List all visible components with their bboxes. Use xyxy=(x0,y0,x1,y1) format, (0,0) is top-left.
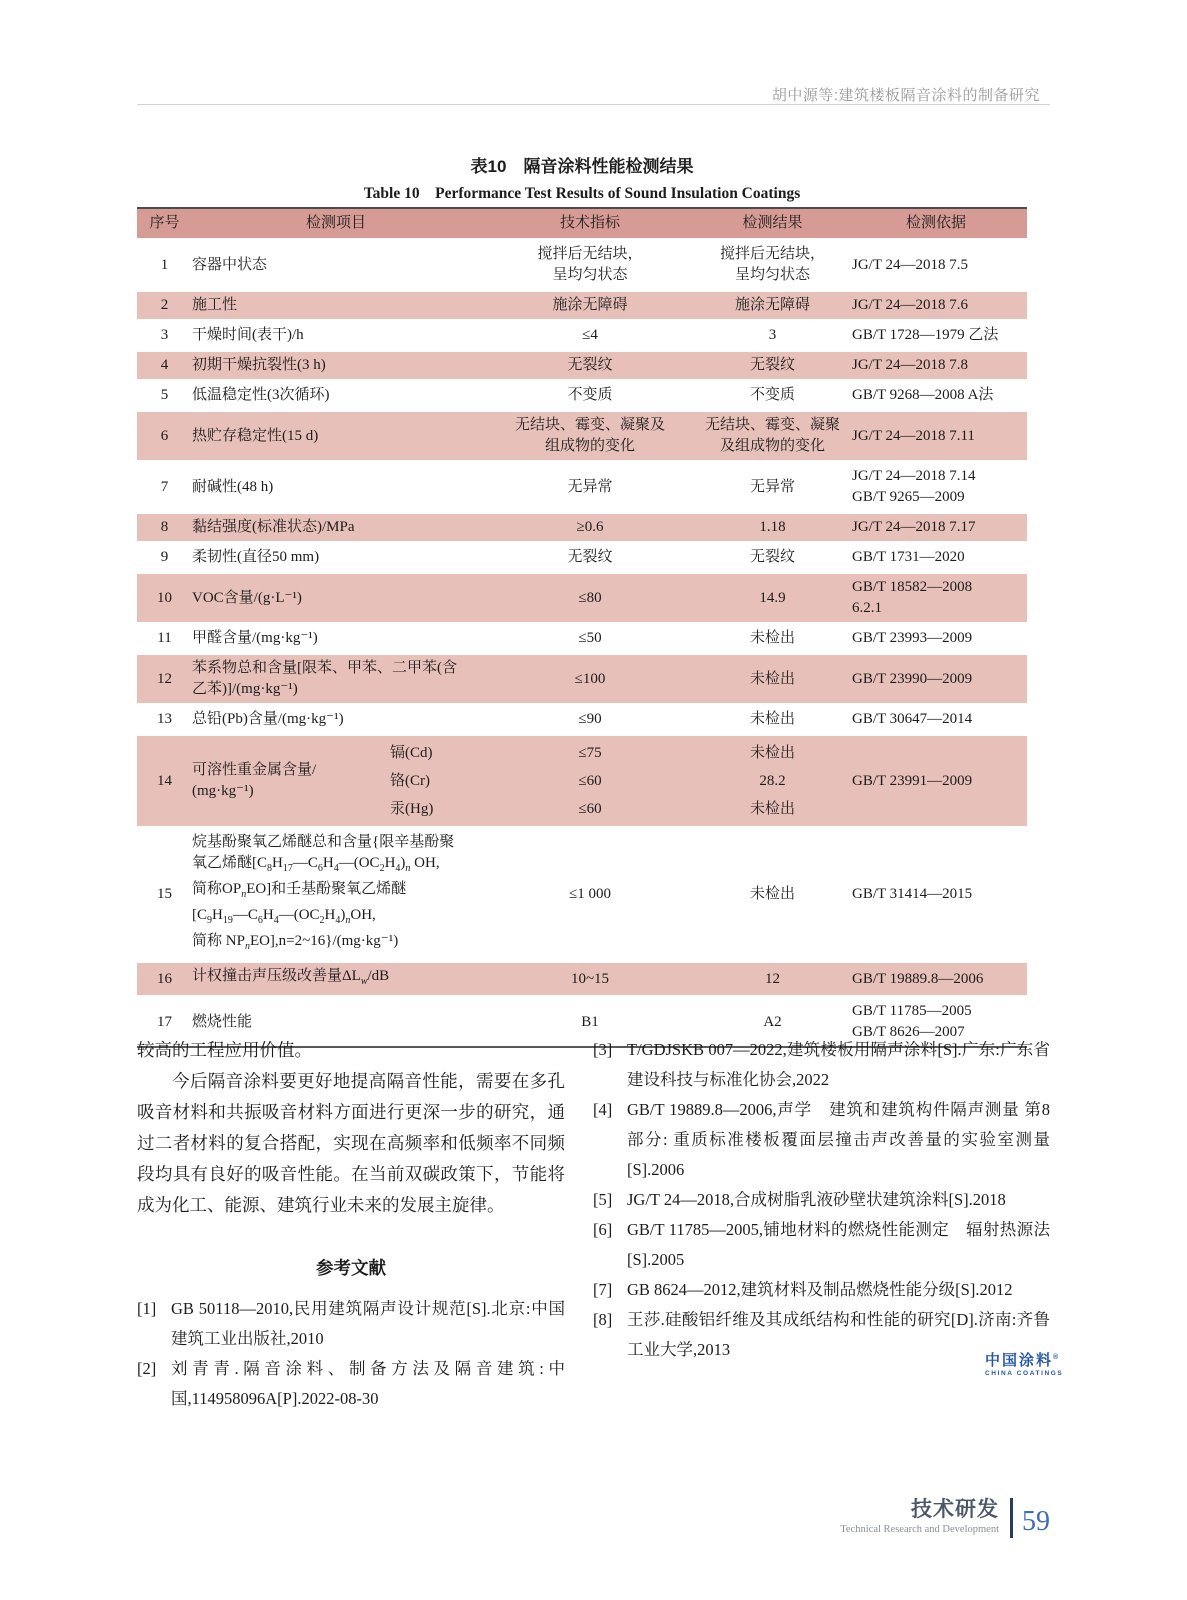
table-cell: GB/T 9268—2008 A法 xyxy=(852,387,994,403)
table-cell: 烷基酚聚氧乙烯醚总和含量{限辛基酚聚 氧乙烯醚[$C_8H_{17}—C_6H_4—(OC_2H_4)_n$ OH, 简称$OP_nEO$]和壬基酚聚氧乙烯醚 [$C_9H_{19}—C_6H_4—(OC_2H_4)_nOH$, 简称 $NP_nEO],n=2\sim 16\}/(mg\cdot kg^{-1})$ xyxy=(192,834,455,952)
table-cell: 柔韧性(直径50 mm) xyxy=(192,549,320,565)
table-cell: 热贮存稳定性(15 d) xyxy=(192,427,319,444)
table-cell: 可溶性重金属含量/ (mg·kg⁻¹) xyxy=(192,762,317,799)
table-cell: 7 xyxy=(160,478,169,495)
reference-label: [6] xyxy=(593,1220,613,1239)
table-cell: 计权撞击声压级改善量$\Delta L_w/dB$ xyxy=(192,968,390,987)
table-cell: 12 xyxy=(157,670,172,687)
table-cell: GB/T 23990—2009 xyxy=(852,670,973,687)
table-cell: ≤90 xyxy=(578,711,602,727)
reference-text: GB/T 19889.8—2006,声学 建筑和建筑构件隔声测量 第8部分: 重质标准楼板覆面层撞击声改善量的实验室测量[S].2006 xyxy=(627,1100,1050,1179)
table-row xyxy=(137,703,1027,733)
table-row xyxy=(137,319,1027,349)
table-cell: JG/T 24—2018 7.14 GB/T 9265—2009 xyxy=(852,468,976,505)
table-cell: 镉(Cd) 铬(Cr) 汞(Hg) xyxy=(390,744,434,817)
table-cell: GB/T 31414—2015 xyxy=(852,886,973,902)
table-cell: 搅拌后无结块， 呈均匀状态 xyxy=(537,246,643,283)
footer-divider-bar xyxy=(1010,1498,1013,1538)
table-cell: GB/T 30647—2014 xyxy=(852,711,973,727)
table-row xyxy=(137,826,1027,960)
table-cell: 16 xyxy=(157,970,172,987)
china-coatings-logo xyxy=(985,1350,1063,1378)
reference-item xyxy=(593,1185,1050,1215)
table-cell: ≤4 xyxy=(582,327,598,343)
table-cell: GB/T 1731—2020 xyxy=(852,549,965,565)
column-header: 检测结果 xyxy=(742,215,803,231)
table-cell: 无异常 xyxy=(567,478,613,495)
table-cell: JG/T 24—2018 7.11 xyxy=(852,427,975,444)
table-row xyxy=(137,541,1027,571)
reference-text: JG/T 24—2018,合成树脂乳液砂壁状建筑涂料[S].2018 xyxy=(627,1190,1006,1209)
column-header: 序号 xyxy=(149,215,180,231)
table-cell: 3 xyxy=(768,327,777,343)
table-cell: 15 xyxy=(157,886,172,902)
table-cell: GB/T 1728—1979 乙法 xyxy=(852,327,999,343)
table-cell: 低温稳定性(3次循环) xyxy=(192,387,330,403)
table-cell: 未检出 xyxy=(749,630,795,646)
header-divider xyxy=(137,104,1050,105)
footer-section-subtitle: Technical Research and Development xyxy=(840,1524,999,1535)
running-title: 胡中源等:建筑楼板隔音涂料的制备研究 xyxy=(771,87,1040,104)
table-cell: 4 xyxy=(160,357,169,373)
reference-text: 刘青青.隔音涂料、制备方法及隔音建筑:中国,114958096A[P].2022-08-30 xyxy=(171,1359,565,1408)
table-row xyxy=(137,960,1027,995)
registered-mark: ® xyxy=(1053,1354,1059,1361)
table-cell: 5 xyxy=(160,387,169,403)
left-column xyxy=(137,1035,565,1414)
table-cell: B1 xyxy=(581,1013,599,1030)
table-cell: 3 xyxy=(160,327,169,343)
table-cell: 初期干燥抗裂性(3 h) xyxy=(192,357,326,373)
references-heading: 参考文献 xyxy=(316,1258,386,1278)
table-cell: 14.9 xyxy=(759,589,786,606)
reference-text: GB 8624—2012,建筑材料及制品燃烧性能分级[S].2012 xyxy=(627,1280,1013,1299)
table-row xyxy=(137,379,1027,409)
column-header: 检测依据 xyxy=(905,215,966,231)
table-cell: 施工性 xyxy=(192,297,238,313)
table-title-cn: 表10 隔音涂料性能检测结果 xyxy=(470,157,694,176)
reference-label: [5] xyxy=(593,1190,613,1209)
table-row xyxy=(137,238,1027,289)
table-cell: 2 xyxy=(160,297,169,313)
table-cell: 甲醛含量/(mg·kg⁻¹) xyxy=(192,630,318,646)
table-cell: 无结块、霉变、凝聚 及组成物的变化 xyxy=(704,417,840,454)
table-cell: ≥0.6 xyxy=(576,519,604,535)
table-cell: 总铅(Pb)含量/(mg·kg⁻¹) xyxy=(192,711,344,727)
table-cell: GB/T 23993—2009 xyxy=(852,630,973,646)
column-header: 技术指标 xyxy=(559,215,620,231)
reference-text: GB/T 11785—2005,铺地材料的燃烧性能测定 辐射热源法[S].2005 xyxy=(627,1220,1050,1269)
table-cell: 12 xyxy=(765,970,780,987)
reference-item xyxy=(593,1035,1050,1095)
page-footer xyxy=(840,1498,1050,1538)
table-cell: 10 xyxy=(157,589,172,606)
table-row xyxy=(137,289,1027,319)
table-cell: 容器中状态 xyxy=(192,256,268,273)
table-cell: ≤100 xyxy=(574,670,606,687)
table-cell: 苯系物总和含量[限苯、甲苯、二甲苯(含 乙苯)]/(mg·kg⁻¹) xyxy=(192,660,457,697)
table-row xyxy=(137,733,1027,826)
table-cell: 未检出 xyxy=(749,670,795,687)
reference-text: T/GDJSKB 007—2022,建筑楼板用隔声涂料[S].广东:广东省建设科技与标准化协会,2022 xyxy=(627,1040,1050,1089)
table-cell: 施涂无障碍 xyxy=(552,297,628,313)
reference-item xyxy=(593,1275,1050,1305)
table-cell: 无裂纹 xyxy=(749,357,795,373)
table-cell: 施涂无障碍 xyxy=(734,297,810,313)
table-row xyxy=(137,460,1027,511)
reference-label: [7] xyxy=(593,1280,613,1299)
two-column-body xyxy=(137,1035,1050,1414)
table-cell: 燃烧性能 xyxy=(192,1013,253,1030)
table-row xyxy=(137,511,1027,541)
table-cell: 无裂纹 xyxy=(567,357,613,373)
performance-table xyxy=(137,207,1027,1048)
table-row xyxy=(137,409,1027,460)
references-list-right xyxy=(593,1035,1050,1365)
right-column xyxy=(593,1035,1050,1414)
table-cell: 9 xyxy=(160,549,169,565)
reference-item xyxy=(593,1305,1050,1365)
footer-section-title: 技术研发 xyxy=(911,1498,999,1521)
body-paragraph: 今后隔音涂料要更好地提高隔音性能，需要在多孔吸音材料和共振吸音材料方面进行更深一步的研究，通过二者材料的复合搭配，实现在高频率和低频率不同频段均具有良好的吸音性能。在当前双碳政策下，节能将成为化工、能源、建筑行业未来的发展主旋律。 xyxy=(137,1071,565,1215)
table-cell: 8 xyxy=(160,519,169,535)
table-cell: ≤80 xyxy=(578,589,602,606)
table-cell: 10~15 xyxy=(570,970,610,987)
table-row xyxy=(137,571,1027,622)
table-cell: JG/T 24—2018 7.8 xyxy=(852,357,968,373)
reference-item xyxy=(593,1215,1050,1275)
table-cell: 13 xyxy=(157,711,172,727)
table-cell: 6 xyxy=(160,427,169,444)
table-cell: JG/T 24—2018 7.6 xyxy=(852,297,968,313)
table-cell: GB/T 18582—2008 6.2.1 xyxy=(852,579,973,616)
reference-label: [8] xyxy=(593,1310,613,1329)
table-cell: 未检出 xyxy=(749,711,795,727)
table-cell: 搅拌后无结块， 呈均匀状态 xyxy=(719,246,825,283)
table-cell: ≤75 ≤60 ≤60 xyxy=(578,744,602,817)
table-cell: 1 xyxy=(160,256,169,273)
table-cell: 不变质 xyxy=(749,387,795,403)
column-header: 检测项目 xyxy=(305,215,366,231)
references-list-left xyxy=(137,1294,565,1414)
table-cell: 耐碱性(48 h) xyxy=(192,478,274,495)
reference-label: [1] xyxy=(137,1299,157,1318)
table-cell: ≤50 xyxy=(578,630,602,646)
table-header-row xyxy=(137,209,1027,238)
body-paragraph: 较高的工程应用价值。 xyxy=(137,1040,312,1060)
reference-item xyxy=(137,1354,565,1414)
table-row xyxy=(137,349,1027,379)
table-cell: ≤1 000 xyxy=(569,886,611,902)
table-cell: 17 xyxy=(157,1013,172,1030)
reference-text: 王莎.硅酸铝纤维及其成纸结构和性能的研究[D].济南:齐鲁工业大学,2013 xyxy=(627,1310,1050,1359)
page-number: 59 xyxy=(1022,1506,1050,1537)
table-cell: 无异常 xyxy=(749,478,795,495)
table-cell: 1.18 xyxy=(759,519,786,535)
table-cell: VOC含量/(g·L⁻¹) xyxy=(192,589,302,606)
logo-name-en: CHINA COATINGS xyxy=(985,1370,1064,1377)
reference-label: [3] xyxy=(593,1040,613,1059)
table-cell: 无结块、霉变、凝聚及 组成物的变化 xyxy=(514,417,665,454)
footer-section xyxy=(840,1498,999,1538)
table-cell: 未检出 xyxy=(749,886,795,902)
table-cell: 14 xyxy=(157,772,172,789)
table-title-en: Table 10 Performance Test Results of Sound Insulation Coatings xyxy=(363,185,801,202)
reference-text: GB 50118—2010,民用建筑隔声设计规范[S].北京:中国建筑工业出版社,2010 xyxy=(171,1299,565,1348)
table-cell: 无裂纹 xyxy=(567,549,613,565)
table-cell: 黏结强度(标准状态)/MPa xyxy=(192,519,355,535)
table-cell: 干燥时间(表干)/h xyxy=(192,327,304,343)
table-cell: GB/T 11785—2005 GB/T 8626—2007 xyxy=(852,1003,972,1040)
table-cell: GB/T 23991—2009 xyxy=(852,772,973,789)
table-cell: GB/T 19889.8—2006 xyxy=(852,970,984,987)
table-row xyxy=(137,622,1027,652)
table-row xyxy=(137,652,1027,703)
table-cell: A2 xyxy=(763,1013,782,1030)
table-cell: 11 xyxy=(157,630,172,646)
running-header xyxy=(772,84,1040,105)
reference-item xyxy=(593,1095,1050,1185)
table-cell: 不变质 xyxy=(567,387,613,403)
table-cell: JG/T 24—2018 7.5 xyxy=(852,256,968,273)
reference-item xyxy=(137,1294,565,1354)
table-cell: JG/T 24—2018 7.17 xyxy=(852,519,976,535)
reference-label: [2] xyxy=(137,1359,157,1378)
table-cell: 无裂纹 xyxy=(749,549,795,565)
table-cell: 未检出 28.2 未检出 xyxy=(749,744,795,817)
reference-label: [4] xyxy=(593,1100,613,1119)
logo-name-cn: 中国涂料® xyxy=(985,1352,1059,1369)
